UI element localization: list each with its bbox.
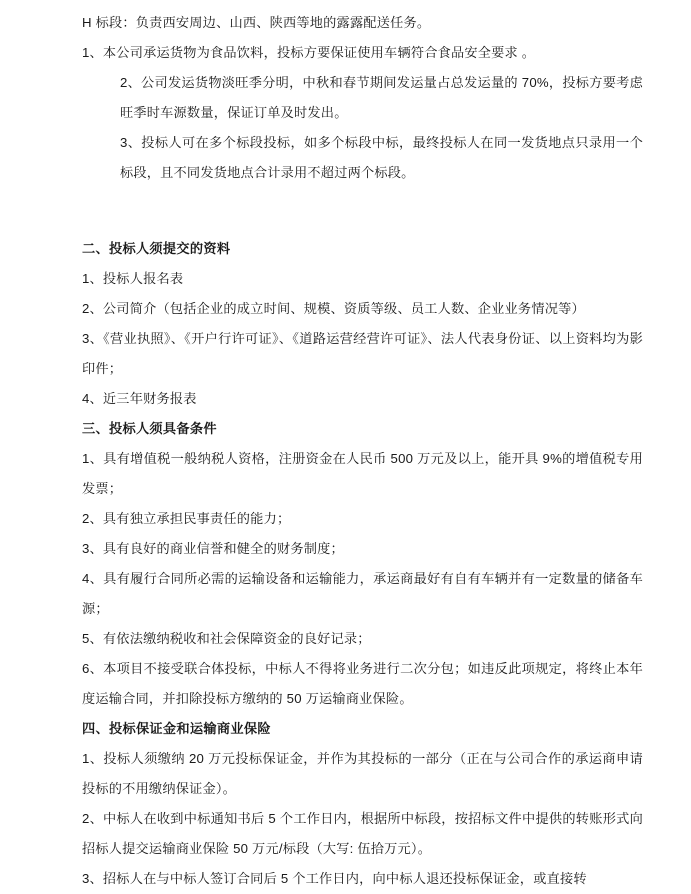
section-title-3: 三、投标人须具备条件 <box>82 421 217 436</box>
section-2-item-3: 3、《营业执照》、《开户行许可证》、《道路运营经营许可证》、法人代表身份证、以上资料均为影印件； <box>82 331 643 376</box>
note-item-1: 1、本公司承运货物为食品饮料，投标方要保证使用车辆符合食品安全要求 。 <box>82 45 536 60</box>
section-4-item-1: 1、投标人须缴纳 20 万元投标保证金，并作为其投标的一部分（正在与公司合作的承运商申请投标的不用缴纳保证金）。 <box>82 751 643 796</box>
note-item-2: 2、公司发运货物淡旺季分明，中秋和春节期间发运量占总发运量的 70%，投标方要考虑旺季时车源数量，保证订单及时发出。 <box>120 75 643 120</box>
section-2-item-4: 4、近三年财务报表 <box>82 391 197 406</box>
note-item-3: 3、投标人可在多个标段投标，如多个标段中标，最终投标人在同一发货地点只录用一个标段，且不同发货地点合计录用不超过两个标段。 <box>120 135 643 180</box>
section-3-item-3: 3、具有良好的商业信誉和健全的财务制度； <box>82 541 344 556</box>
section-3-item-5: 5、有依法缴纳税收和社会保障资金的良好记录； <box>82 631 371 646</box>
section-3-item-6: 6、本项目不接受联合体投标，中标人不得将业务进行二次分包；如违反此项规定，将终止本年度运输合同，并扣除投标方缴纳的 50 万运输商业保险。 <box>82 661 643 706</box>
section-2-item-2: 2、公司简介（包括企业的成立时间、规模、资质等级、员工人数、企业业务情况等） <box>82 301 585 316</box>
section-title-4: 四、投标保证金和运输商业保险 <box>82 721 271 736</box>
section-3-item-1: 1、具有增值税一般纳税人资格，注册资金在人民币 500 万元及以上，能开具 9%的增值税专用发票； <box>82 451 643 496</box>
section-3-item-2: 2、具有独立承担民事责任的能力； <box>82 511 291 526</box>
lot-h-paragraph: H 标段：负责西安周边、山西、陕西等地的露露配送任务。 <box>82 15 431 30</box>
section-title-2: 二、投标人须提交的资料 <box>82 241 231 256</box>
section-4-item-2: 2、中标人在收到中标通知书后 5 个工作日内，根据所中标段，按招标文件中提供的转账形式向招标人提交运输商业保险 50 万元/标段（大写: 伍拾万元）。 <box>82 811 643 856</box>
section-3-item-4: 4、具有履行合同所必需的运输设备和运输能力，承运商最好有自有车辆并有一定数量的储备车源； <box>82 571 643 616</box>
section-2-item-1: 1、投标人报名表 <box>82 271 184 286</box>
spacer-after-notes <box>82 188 643 218</box>
section-4-item-3: 3、招标人在与中标人签订合同后 5 个工作日内，向中标人退还投标保证金，或直接转 <box>82 871 587 886</box>
spacer-before-section-two <box>82 218 643 234</box>
